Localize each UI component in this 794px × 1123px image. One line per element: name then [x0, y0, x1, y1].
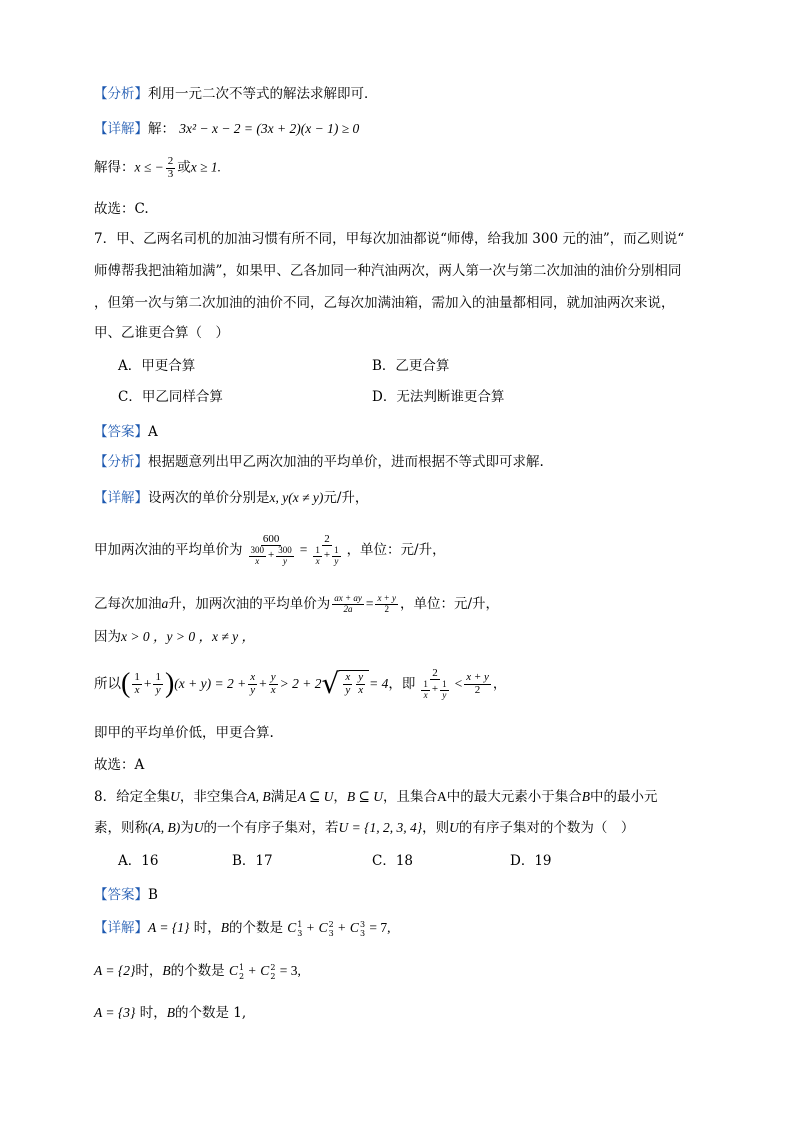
- q7-option-b: B．乙更合算: [372, 358, 450, 374]
- q7-option-c: C．甲乙同样合算: [118, 389, 223, 405]
- q6-choose: 故选：C.: [94, 201, 149, 217]
- square-root: √ $\frac{x}{y}$ $\frac{y}{x}$: [321, 670, 369, 698]
- detail-tag: 【详解】: [94, 121, 148, 137]
- q8-option-a: A．16: [118, 853, 159, 869]
- q7-so: 所以 ( $\frac{1}{x}$ + $\frac{1}{y}$ ) (x + y) = 2 + $\frac{x}{y}$ + $\frac{y}{x}$ > 2 + 2 √ $\frac{x}{y}$ $\frac{y}{x}$ = 4 ，即 2 $\frac{1}{x}$ + $\frac{1}{y}$ < $\frac{x + y}{2}$ ，: [94, 666, 507, 700]
- q6-detail: 【详解】解： 3x² − x − 2 = (3x + 2)(x − 1) ≥ 0: [94, 121, 360, 137]
- fraction: 2 $\frac{1}{x}$ + $\frac{1}{y}$: [315, 532, 339, 566]
- q7-because: 因为x > 0 ，y > 0 ，x ≠ y ，: [94, 629, 255, 645]
- q8-option-b: B．17: [232, 853, 273, 869]
- answer-tag: 【答案】: [94, 887, 148, 903]
- q7-conclusion: 即甲的平均单价低，甲更合算.: [94, 725, 274, 741]
- q8-stem-line-1: 8．给定全集U，非空集合A, B满足A ⊆ U，B ⊆ U，且集合A中的最大元素小于集合B中的最小元: [94, 789, 658, 805]
- q8-option-d: D．19: [510, 853, 552, 869]
- detail-tag: 【详解】: [94, 920, 148, 936]
- q7-option-d: D．无法判断谁更合算: [372, 389, 505, 405]
- q7-detail-1: 【详解】设两次的单价分别是x, y(x ≠ y)元/升，: [94, 490, 369, 506]
- q7-jia-average: 甲加两次油的平均单价为 600 $\frac{300}{x}$ + $\frac{300}{y}$ = 2 $\frac{1}{x}$ + $\frac{1}{y}$ ，单位：元/升，: [94, 532, 446, 566]
- q7-option-a: A．甲更合算: [118, 358, 196, 374]
- fraction: $\frac{x + y}{2}$: [377, 593, 396, 614]
- answer-tag: 【答案】: [94, 424, 148, 440]
- q8-stem-line-2: 素，则称(A, B)为U的一个有序子集对，若U = {1, 2, 3, 4}，则U的有序子集对的个数为（ ）: [94, 820, 635, 836]
- q7-choose: 故选：A: [94, 757, 145, 773]
- q7-stem-line-1: 7．甲、乙两名司机的加油习惯有所不同，甲每次加油都说“师傅，给我加 300 元的油”，而乙则说“: [94, 231, 685, 247]
- q7-analysis: 【分析】根据题意列出甲乙两次加油的平均单价，进而根据不等式即可求解.: [94, 454, 544, 470]
- analysis-tag: 【分析】: [94, 86, 148, 102]
- q8-detail-1: 【详解】A = {1} 时，B的个数是 C 1 3 + C 2 3 + C 3 3 = 7,: [94, 919, 391, 938]
- q8-answer: 【答案】B: [94, 887, 158, 903]
- q7-stem-line-2: 师傅帮我把油箱加满”，如果甲、乙各加同一种汽油两次，两人第一次与第二次加油的油价分别相同: [94, 263, 682, 279]
- fraction: 600 $\frac{300}{x}$ + $\frac{300}{y}$: [250, 532, 292, 566]
- analysis-tag: 【分析】: [94, 454, 148, 470]
- q7-yi-average: 乙每次加油 a 升，加两次油的平均单价为 $\frac{ax + ay}{2a}$ = $\frac{x + y}{2}$ ，单位：元/升，: [94, 593, 500, 614]
- detail-tag: 【详解】: [94, 490, 148, 506]
- q7-stem-line-3: ，但第一次与第二次加油的油价不同，乙每次加满油箱，需加入的油量都相同，就加油两次来说，: [94, 295, 675, 311]
- q7-answer: 【答案】A: [94, 424, 158, 440]
- q6-solution: 解得：x ≤ − $\frac{2}{3}$ 或x ≥ 1.: [94, 155, 222, 180]
- q7-stem-line-4: 甲、乙谁更合算（ ）: [94, 325, 229, 341]
- fraction: $\frac{ax + ay}{2a}$: [334, 593, 362, 614]
- q8-detail-2: A = {2}时，B的个数是 C 1 2 + C 2 2 = 3,: [94, 962, 301, 981]
- q8-detail-3: A = {3} 时，B的个数是 1,: [94, 1005, 247, 1021]
- q6-inequality: 3x² − x − 2 = (3x + 2)(x − 1) ≥ 0: [179, 121, 360, 136]
- q8-option-c: C．18: [372, 853, 414, 869]
- fraction: $\frac{2}{3}$: [167, 155, 174, 180]
- q6-analysis: 【分析】利用一元二次不等式的解法求解即可．: [94, 86, 378, 102]
